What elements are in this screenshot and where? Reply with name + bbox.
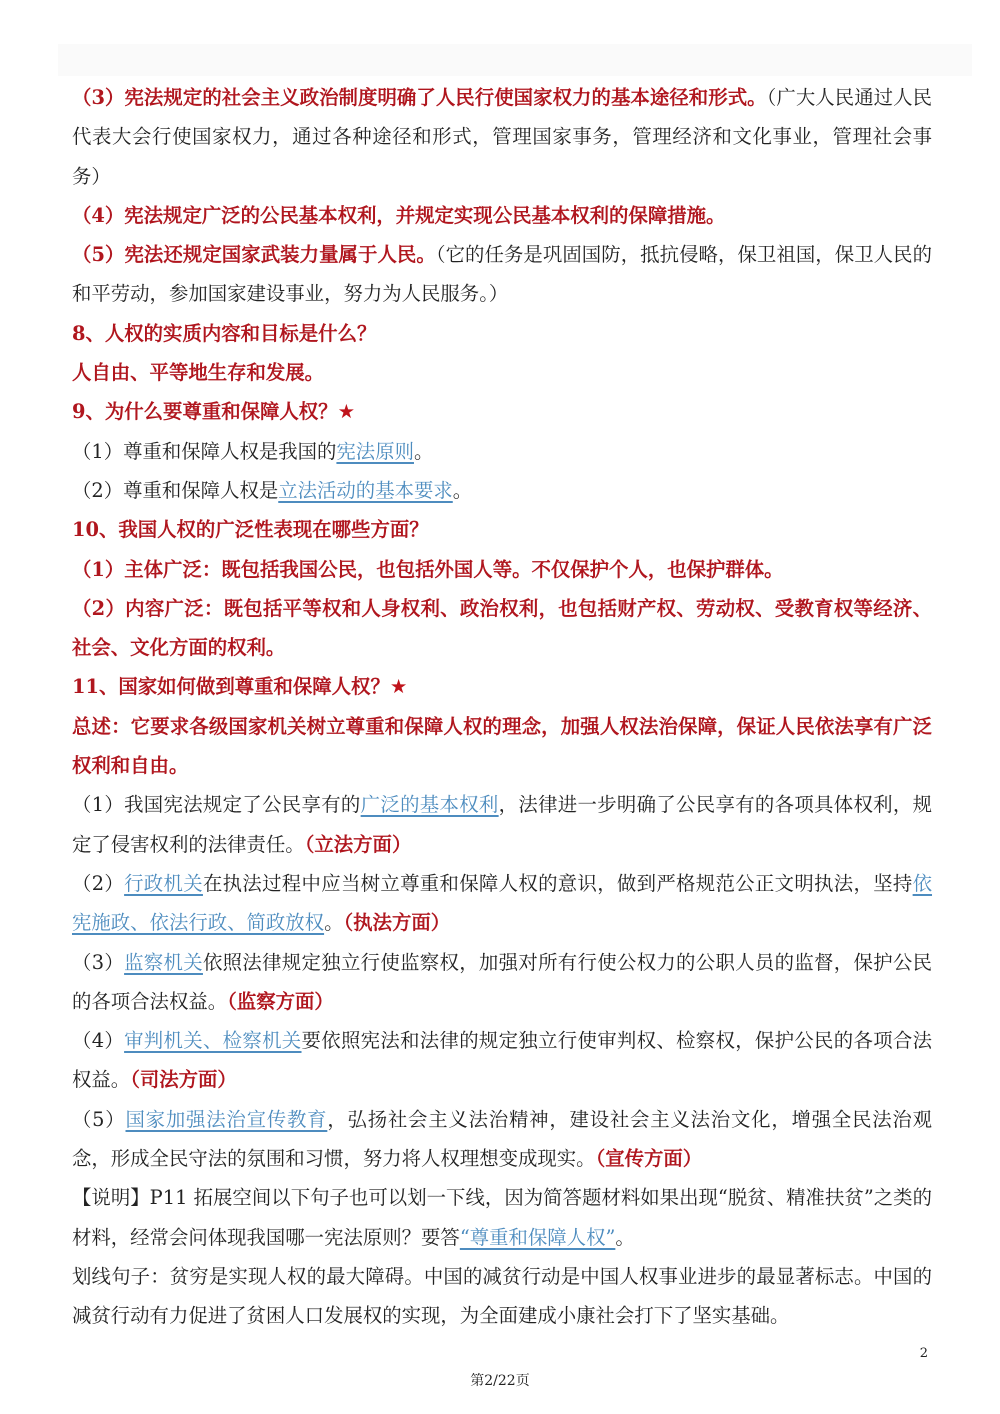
highlighted-text: （4）宪法规定广泛的公民基本权利，并规定实现公民基本权利的保障措施。 — [72, 203, 726, 227]
body-text: 要依照宪法和法律的规定独立行使审判权、检察权，保护公民的各项合法权益。 — [72, 1029, 933, 1092]
star-icon: ★ — [337, 400, 355, 424]
body-text: （3） — [72, 950, 125, 974]
body-text: 【说明】P11 拓展空间以下句子也可以划一下线，因为简答题材料如果出现“脱贫、精准扶贫”之类的材料，经常会问体现我国哪一宪法原则？要答 — [72, 1186, 932, 1249]
page-footer: 第2/22页 — [470, 1373, 530, 1389]
body-text: （2） — [72, 871, 125, 895]
paragraph — [72, 1178, 932, 1257]
body-text: （1）尊重和保障人权是我国的 — [72, 439, 337, 463]
highlighted-text: （执法方面） — [343, 911, 451, 935]
highlighted-text: （立法方面） — [304, 832, 412, 856]
highlighted-text: 10、我国人权的广泛性表现在哪些方面？ — [72, 518, 429, 542]
highlighted-text: （司法方面） — [130, 1068, 237, 1092]
highlighted-text: 11、国家如何做到尊重和保障人权？ — [72, 675, 390, 699]
body-text: 。 — [324, 911, 344, 935]
paragraph — [72, 589, 932, 668]
body-text: （2）尊重和保障人权是 — [72, 478, 279, 502]
highlighted-text: 人自由、平等地生存和发展。 — [72, 361, 325, 385]
highlighted-text: 9、为什么要尊重和保障人权？ — [72, 400, 338, 424]
body-text: （4） — [72, 1029, 125, 1053]
body-text: 在执法过程中应当树立尊重和保障人权的意识，做到严格规范公正文明执法，坚持 — [202, 871, 913, 895]
paragraph — [72, 667, 932, 706]
document-body — [72, 78, 932, 1336]
highlighted-text: 8、人权的实质内容和目标是什么？ — [72, 321, 377, 345]
highlighted-text: （3）宪法规定的社会主义政治制度明确了人民行使国家权力的基本途径和形式。 — [72, 86, 767, 109]
paragraph — [72, 392, 932, 431]
body-text: （1）我国宪法规定了公民享有的 — [72, 793, 361, 817]
paragraph — [72, 196, 932, 235]
paragraph — [72, 1100, 932, 1179]
body-text: 。 — [615, 1225, 635, 1249]
header-band — [58, 44, 972, 76]
paragraph — [72, 1021, 932, 1100]
paragraph — [72, 510, 932, 549]
highlighted-text: （1）主体广泛：既包括我国公民，也包括外国人等。不仅保护个人，也保护群体。 — [72, 557, 784, 581]
underlined-keyword: 立法活动的基本要求 — [278, 478, 453, 502]
underlined-keyword: 广泛的基本权利 — [360, 793, 499, 817]
highlighted-text: （5）宪法还规定国家武装力量属于人民。 — [72, 243, 436, 267]
paragraph — [72, 1257, 932, 1336]
underlined-keyword: 依宪施政、依法行政、简政放权 — [72, 871, 933, 935]
star-icon: ★ — [389, 675, 408, 699]
highlighted-text: （监察方面） — [227, 989, 334, 1013]
paragraph — [72, 314, 932, 353]
body-text: （它的任务是巩固国防，抵抗侵略，保卫祖国，保卫人民的和平劳动，参加国家建设事业，努力为人民服务。） — [72, 243, 932, 306]
highlighted-text: （2）内容广泛：既包括平等权和人身权利、政治权利，也包括财产权、劳动权、受教育权等经济、社会、文化方面的权利。 — [72, 596, 932, 660]
body-text: （5） — [72, 1107, 126, 1131]
highlighted-text: （宣传方面） — [595, 1147, 703, 1171]
body-text: 划线句子：贫穷是实现人权的最大障碍。中国的减贫行动是中国人权事业进步的最显著标志。中国的减贫行动有力促进了贫困人口发展权的实现，为全面建成小康社会打下了坚实基础。 — [72, 1264, 932, 1328]
paragraph — [72, 432, 932, 471]
paragraph — [72, 785, 932, 864]
paragraph — [72, 943, 932, 1022]
highlighted-text: 总述：它要求各级国家机关树立尊重和保障人权的理念，加强人权法治保障，保证人民依法享有广泛权利和自由。 — [72, 714, 932, 778]
body-text: （广大人民通过人民代表大会行使国家权力，通过各种途径和形式，管理国家事务，管理经济和文化事业，管理社会事务） — [72, 86, 932, 188]
underlined-keyword: 行政机关 — [124, 871, 203, 895]
body-text: 依照法律规定独立行使监察权，加强对所有行使公权力的公职人员的监督，保护公民的各项合法权益。 — [72, 950, 933, 1013]
paragraph — [72, 353, 932, 392]
underlined-keyword: 监察机关 — [124, 950, 203, 974]
paragraph — [72, 78, 932, 196]
body-text: ，法律进一步明确了公民享有的各项具体权利，规定了侵害权利的法律责任。 — [72, 793, 933, 856]
underlined-keyword: 审判机关、检察机关 — [124, 1029, 302, 1053]
paragraph — [72, 550, 932, 589]
body-text: 。 — [413, 439, 434, 463]
page-number: 2 — [919, 1346, 928, 1361]
underlined-keyword: “尊重和保障人权” — [459, 1225, 616, 1249]
underlined-keyword: 宪法原则 — [336, 439, 414, 463]
paragraph — [72, 471, 932, 510]
paragraph — [72, 707, 932, 786]
paragraph — [72, 235, 932, 314]
body-text: ，弘扬社会主义法治精神，建设社会主义法治文化，增强全民法治观念，形成全民守法的氛围和习惯，努力将人权理想变成现实。 — [72, 1107, 933, 1171]
underlined-keyword: 国家加强法治宣传教育 — [125, 1107, 328, 1131]
paragraph — [72, 864, 932, 943]
body-text: 。 — [452, 478, 473, 502]
